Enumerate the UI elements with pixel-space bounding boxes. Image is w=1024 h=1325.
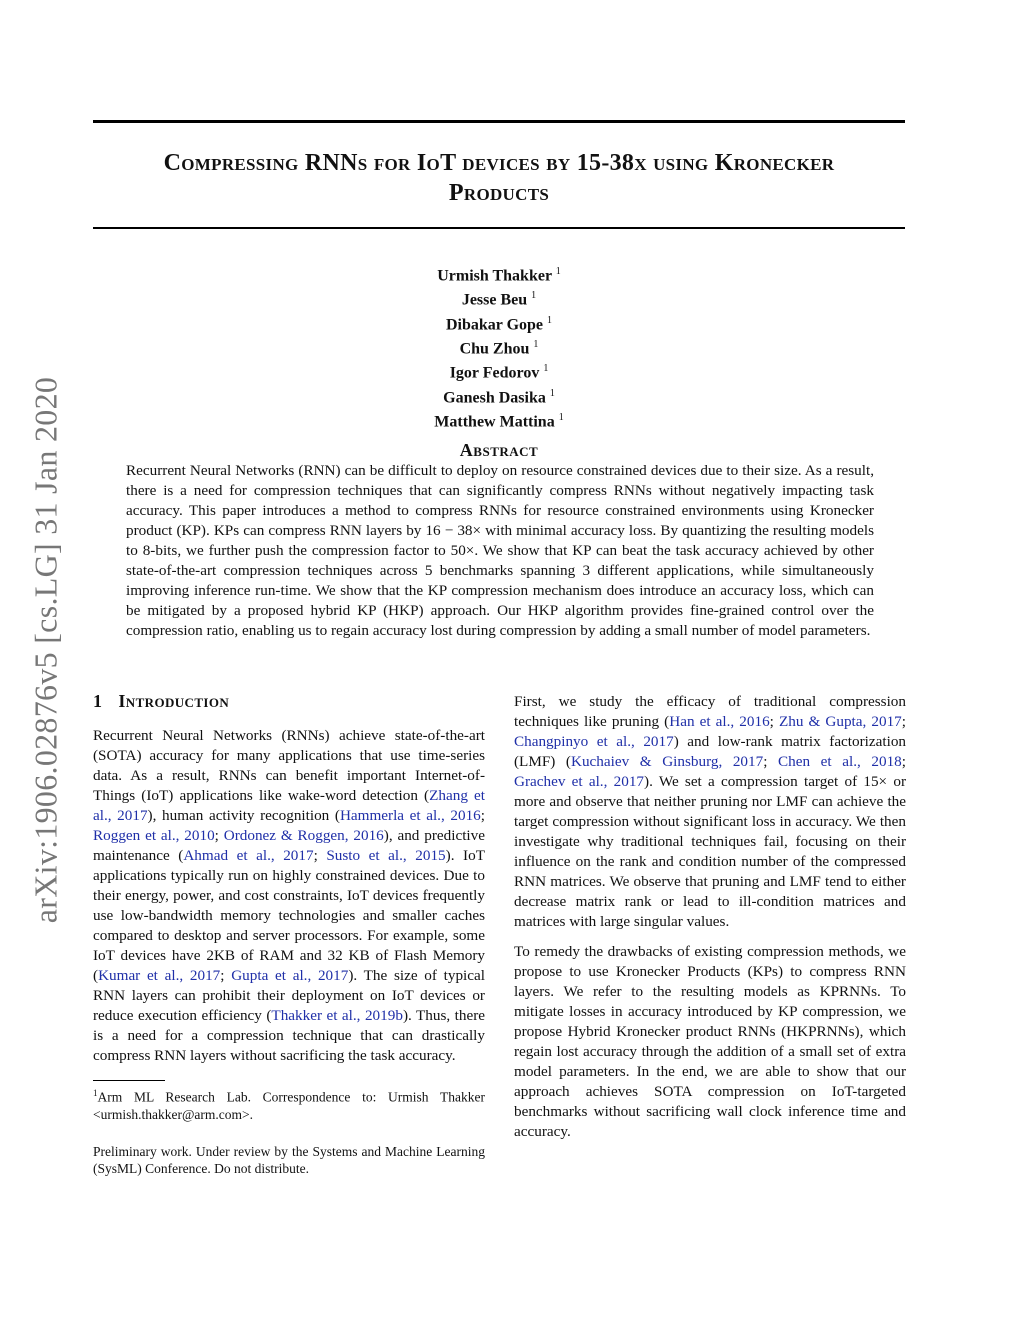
citation-link[interactable]: Thakker et al., 2019b <box>271 1007 403 1024</box>
author-name: Jesse Beu <box>461 291 528 309</box>
section-heading-introduction <box>93 690 485 712</box>
author <box>93 286 905 310</box>
text-run: ; <box>220 967 232 984</box>
author <box>93 359 905 383</box>
abstract-body: Recurrent Neural Networks (RNN) can be difficult to deploy on resource constrained devices due to their size. As a result, there is a need for compression techniques that can significantly compress RNNs without negatively impacting task accuracy. This paper introduces a method to compress RNNs for resource constrained environments using Kronecker product (KP). KPs can compress RNN layers by 16 − 38× with minimal accuracy loss. By quantizing the resulting models to 8-bits, we further push the compression factor to 50×. We show that KP can beat the task accuracy achieved by other state-of-the-art compression techniques across 5 benchmarks spanning 3 different applications, while simultaneously improving inference run-time. We show that the KP compression mechanism does introduce an accuracy loss, which can be mitigated by a proposed hybrid KP (HKP) approach. Our HKP algorithm provides fine-grained control over the compression ratio, enabling us to regain accuracy lost during compression by adding a small number of model parameters. <box>126 462 874 639</box>
intro-paragraph-2 <box>514 692 906 932</box>
title-rule-bottom <box>93 227 905 229</box>
author <box>93 384 905 408</box>
text-run: ; <box>901 713 906 730</box>
author-affiliation-mark: 1 <box>531 290 537 302</box>
citation-link[interactable]: Zhu & Gupta, 2017 <box>778 713 902 730</box>
citation-link[interactable]: Grachev et al., 2017 <box>514 773 645 790</box>
text-run: First, we study the efficacy of traditional compression techniques like pruning ( <box>514 693 906 730</box>
citation-link[interactable]: Susto et al., 2015 <box>326 847 446 864</box>
intro-paragraph-3: To remedy the drawbacks of existing compression methods, we propose to use Kronecker Products (KPs) to compress RNN layers. We refer to the resulting models as KPRNNs. To mitigate losses in accuracy introduced by KP compression, we propose Hybrid Kronecker product RNNs (HKPRNNs), which regain lost accuracy through the addition of a small set of extra model parameters. In the end, we are able to show that our approach achieves SOTA compression on IoT-targeted benchmarks without sacrificing wall clock inference time and accuracy. <box>514 943 906 1140</box>
text-run: ; <box>769 713 779 730</box>
abstract-heading: Abstract <box>459 440 539 460</box>
footnote-rule <box>93 1080 165 1081</box>
author-name: Matthew Mattina <box>434 413 555 431</box>
author-affiliation-mark: 1 <box>547 314 553 326</box>
text-run: ; <box>901 753 906 770</box>
citation-link[interactable]: Ahmad et al., 2017 <box>183 847 314 864</box>
intro-paragraph-1 <box>93 726 485 1066</box>
citation-link[interactable]: Gupta et al., 2017 <box>231 967 349 984</box>
text-run: Recurrent Neural Networks (RNNs) achieve state-of-the-art (SOTA) accuracy for many applications that use time-series data. As a result, RNNs can benefit important Internet-of-Things (IoT) applications like wake-word detection ( <box>93 727 485 804</box>
left-column <box>93 690 485 1177</box>
author-affiliation-mark: 1 <box>555 266 561 277</box>
author-affiliation-mark: 1 <box>558 411 564 423</box>
author-name: Urmish Thakker <box>437 267 552 285</box>
author-affiliation-mark: 1 <box>549 387 555 399</box>
citation-link[interactable]: Zhang et al., 2017 <box>93 787 485 824</box>
affiliation-footnote <box>93 1085 485 1123</box>
author-name: Ganesh Dasika <box>443 388 546 406</box>
citation-link[interactable]: Roggen et al., 2010 <box>93 827 215 844</box>
text-run: ; <box>214 827 224 844</box>
citation-link[interactable]: Ordonez & Roggen, 2016 <box>223 827 384 844</box>
section-number: 1 <box>93 691 103 711</box>
text-run: ; <box>763 753 779 770</box>
author <box>93 408 905 432</box>
text-run: ) and low-rank matrix factorization (LMF) ( <box>514 733 907 770</box>
author <box>93 311 905 335</box>
footnote-text: Arm ML Research Lab. Correspondence to: Urmish Thakker <urmish.thakker@arm.com>. <box>93 1089 485 1122</box>
author-list <box>93 262 905 432</box>
text-run: ). Thus, there is a need for a compression technique that can drastically compress RNN layers without sacrificing the task accuracy. <box>93 1007 485 1064</box>
citation-link[interactable]: Hammerla et al., 2016 <box>339 807 481 824</box>
text-run: ), human activity recognition ( <box>147 807 340 824</box>
paper-title-line-2: Products <box>448 180 550 206</box>
author-affiliation-mark: 1 <box>533 338 539 350</box>
author <box>93 335 905 359</box>
paper-title <box>93 148 905 208</box>
author-name: Igor Fedorov <box>449 364 540 382</box>
citation-link[interactable]: Han et al., 2016 <box>669 713 770 730</box>
author-affiliation-mark: 1 <box>543 363 549 375</box>
citation-link[interactable]: Kuchaiev & Ginsburg, 2017 <box>571 753 764 770</box>
author <box>93 262 905 286</box>
citation-link[interactable]: Kumar et al., 2017 <box>98 967 221 984</box>
citation-link[interactable]: Changpinyo et al., 2017 <box>514 733 674 750</box>
text-run: ). We set a compression target of 15× or more and observe that neither pruning nor LMF can achieve the target compression without significant loss in accuracy. We then investigate why traditional techniques fail, focusing on their influence on the rank and condition number of the compressed RNN matrices. We observe that pruning and LMF tend to either decrease matrix rank or lead to ill-condition matrices and matrices with large singular values. <box>514 773 907 930</box>
preliminary-notice: Preliminary work. Under review by the Systems and Machine Learning (SysML) Conference. Do not distribute. <box>93 1143 485 1176</box>
author-name: Dibakar Gope <box>445 315 544 333</box>
section-title: Introduction <box>118 691 230 711</box>
text-run: ). IoT applications typically run on highly constrained devices. Due to their energy, power, and cost constraints, IoT devices frequently use low-bandwidth memory technologies and smaller caches compared to desktop and server processors. For example, some IoT devices have 2KB of RAM and 32 KB of Flash Memory ( <box>93 847 485 984</box>
arxiv-identifier-stamp: arXiv:1906.02876v5 [cs.LG] 31 Jan 2020 <box>27 376 64 924</box>
text-run: ). The size of typical RNN layers can prohibit their deployment on IoT devices or reduce execution efficiency ( <box>93 967 485 1024</box>
text-run: ; <box>480 807 485 824</box>
right-column <box>514 692 906 1152</box>
text-run: ; <box>313 847 327 864</box>
title-rule-top <box>93 120 905 123</box>
paper-title-line-1: Compressing RNNs for IoT devices by 15-38x using Kronecker <box>163 150 835 176</box>
author-name: Chu Zhou <box>459 340 530 358</box>
citation-link[interactable]: Chen et al., 2018 <box>778 753 902 770</box>
footnote-mark: 1 <box>93 1088 98 1098</box>
text-run: ), and predictive maintenance ( <box>93 827 485 864</box>
